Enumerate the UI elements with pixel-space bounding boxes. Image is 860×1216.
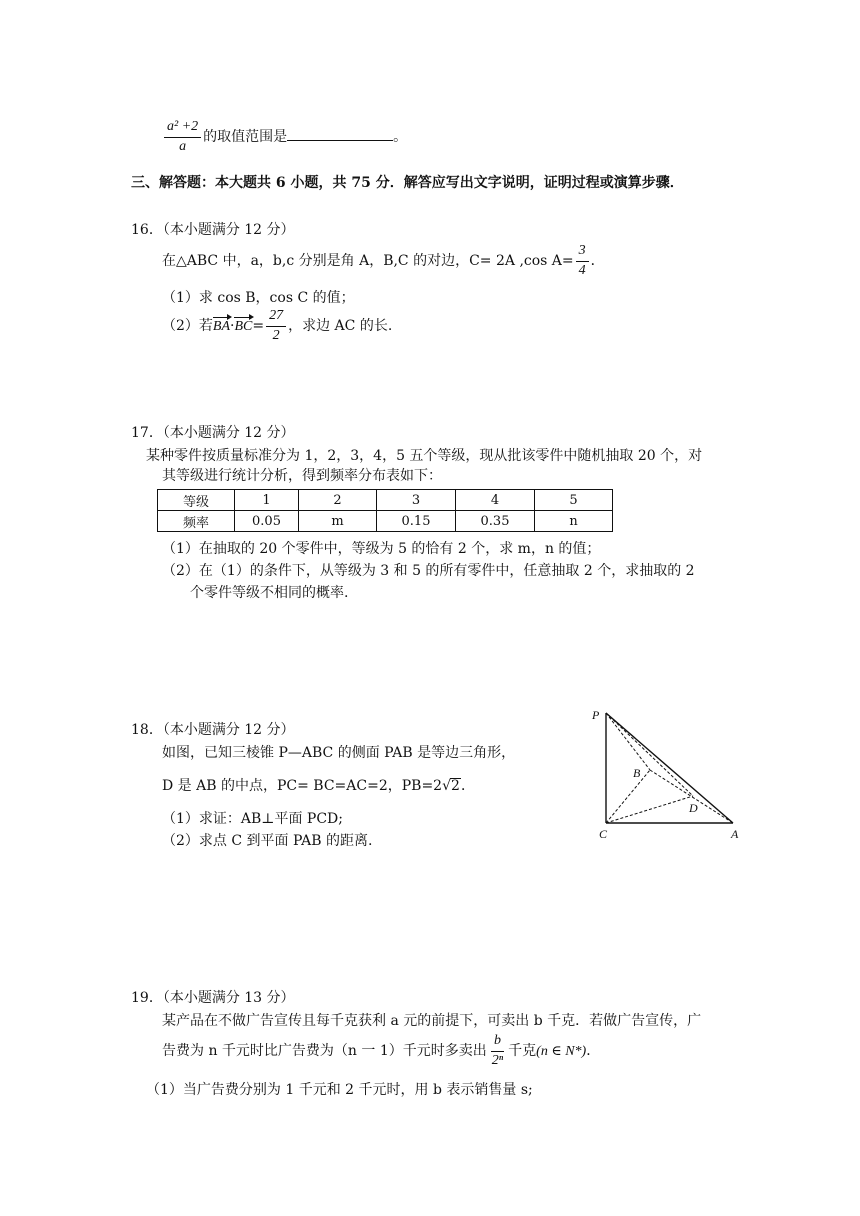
answer-blank [287,128,393,141]
table-cell: 5 [535,490,613,511]
q16-intro: 在△ABC 中，a，b,c 分别是角 A，B,C 的对边，C= 2A ,cos A= $\frac{3}{4}$ ． [162,243,605,278]
table-cell: 等级 [158,490,235,511]
table-cell: 3 [377,490,456,511]
q16-part2: （2）若BA·BC= $\frac{27}{2}$ ，求边 AC 的长. [162,308,393,343]
edge-PB [606,713,650,770]
edge-CB [606,770,650,823]
q16-head: 16．（本小题满分 12 分） [131,222,295,238]
table-cell: 4 [456,490,535,511]
q18-line1: 如图，已知三棱锥 P—ABC 的侧面 PAB 是等边三角形， [162,745,516,761]
q17-line1: 某种零件按质量标准分为 1，2，3，4，5 五个等级，现从批该零件中随机抽取 20 个，对 [146,448,703,464]
q19-line2: 告费为 n 千元时比广告费为（n 一 1）千元时多卖出 $\frac{b}{\text{2ⁿ}}$ 千克(n ∈ N*)． [162,1033,601,1068]
q16-part1: （1）求 cos B，cos C 的值； [162,290,355,306]
edge-CD [606,796,693,823]
table-cell: m [299,511,377,532]
edge-PD [606,713,693,796]
pyramid-figure [588,705,748,845]
table-cell: 0.35 [456,511,535,532]
q18-head: 18．（本小题满分 12 分） [131,722,295,738]
q19-part1: （1）当广告费分别为 1 千元和 2 千元时，用 b 表示销售量 s; [146,1082,533,1098]
q19-line1: 某产品在不做广告宣传且每千克获利 a 元的前提下，可卖出 b 千克．若做广告宣传，广 [162,1013,702,1029]
q18-part2: （2）求点 C 到平面 PAB 的距离. [162,833,373,849]
label-P: P [592,708,600,722]
label-A: A [731,827,739,841]
table-cell: 0.15 [377,511,456,532]
label-C: C [599,827,608,841]
table-cell: n [535,511,613,532]
q15-fraction: $\frac{\text{a² +2}}{a}$ [164,120,201,154]
q15-tail: $\frac{\text{a² +2}}{a}$ 的取值范围是 。 [162,120,407,154]
q17-part2a: （2）在（1）的条件下，从等级为 3 和 5 的所有零件中，任意抽取 2 个，求抽取的 2 [162,563,695,579]
q17-head: 17．（本小题满分 12 分） [131,425,295,441]
q18-line2: D 是 AB 的中点，PC= BC=AC=2，PB=2√2． [162,778,475,794]
q19-head: 19．（本小题满分 13 分） [131,990,295,1006]
table-row [158,490,613,511]
q16-value-fraction: $\frac{27}{2}$ [266,309,286,343]
table-row [158,511,613,532]
section-title: 三、解答题：本大题共 6 小题，共 75 分．解答应写出文字说明，证明过程或演算步骤． [131,175,684,191]
frequency-table [157,489,613,532]
table-cell: 频率 [158,511,235,532]
q17-part2b: 个零件等级不相同的概率. [190,585,349,601]
label-B: B [633,766,641,780]
q17-line2: 其等级进行统计分析，得到频率分布表如下： [162,468,442,484]
table-cell: 2 [299,490,377,511]
cosA-fraction: $\frac{3}{4}$ [576,244,589,278]
edge-PA [606,713,733,823]
q17-part1: （1）在抽取的 20 个零件中，等级为 5 的恰有 2 个，求 m，n 的值； [162,541,601,557]
table-cell: 1 [235,490,299,511]
label-D: D [689,801,698,815]
sqrt-sign: √ [442,778,452,794]
q18-part1: （1）求证：AB⊥平面 PCD; [162,811,343,827]
table-cell: 0.05 [235,511,299,532]
q19-fraction: $\frac{b}{\text{2ⁿ}}$ [491,1033,504,1068]
edge-BA [650,770,733,823]
